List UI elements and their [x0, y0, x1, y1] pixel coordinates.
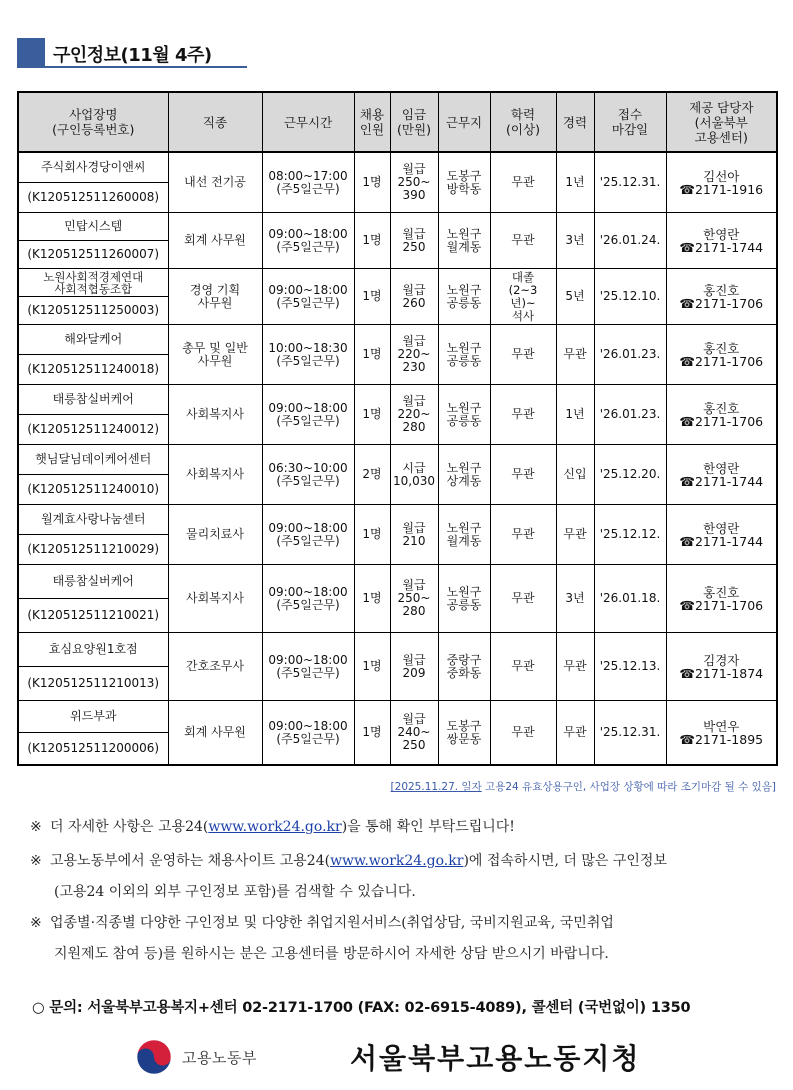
registration-number: (K120512511260008) [18, 183, 168, 213]
table-row [18, 152, 777, 183]
experience: 무관 [556, 325, 594, 385]
wage: 월급 260 [390, 269, 438, 325]
job-title: 간호조무사 [168, 633, 262, 701]
contact-name: 홍진호 [703, 282, 740, 298]
work-hours: 10:00~18:30 (주5일근무) [262, 325, 354, 385]
contact-name: 김선아 [703, 168, 740, 184]
contact-phone: ☎2171-1706 [679, 413, 764, 429]
deadline: '25.12.12. [594, 505, 666, 565]
work-hours: 09:00~18:00 (주5일근무) [262, 505, 354, 565]
registration-number: (K120512511260007) [18, 241, 168, 269]
education: 무관 [490, 633, 556, 701]
job-title: 회계 사무원 [168, 701, 262, 766]
contact [666, 701, 777, 766]
education: 무관 [490, 505, 556, 565]
table-note-text: 고용24 유효상용구인, 사업장 상황에 따라 조기마감 될 수 있음] [481, 781, 776, 793]
experience: 무관 [556, 633, 594, 701]
table-row [18, 445, 777, 475]
experience: 3년 [556, 213, 594, 269]
work-hours: 08:00~17:00 (주5일근무) [262, 152, 354, 213]
hire-count: 1명 [354, 325, 390, 385]
registration-number: (K120512511240010) [18, 475, 168, 505]
work-location: 도봉구 쌍문동 [438, 701, 490, 766]
work-hours: 09:00~18:00 (주5일근무) [262, 701, 354, 766]
header-experience: 경력 [556, 92, 594, 152]
work-location: 노원구 공릉동 [438, 385, 490, 445]
company-name: 월계효사랑나눔센터 [18, 505, 168, 535]
hire-count: 1명 [354, 269, 390, 325]
taegeuk-logo-icon [136, 1039, 172, 1075]
work-location: 노원구 공릉동 [438, 325, 490, 385]
registration-number: (K120512511210029) [18, 535, 168, 565]
work-hours: 09:00~18:00 (주5일근무) [262, 385, 354, 445]
notice-1: ※ 더 자세한 사항은 고용24(www.work24.go.kr)을 통해 확인 부탁드립니다! [30, 819, 515, 835]
education: 무관 [490, 385, 556, 445]
work24-link[interactable]: www.work24.go.kr [208, 819, 342, 835]
experience: 3년 [556, 565, 594, 633]
contact-name: 한영란 [703, 226, 740, 242]
deadline: '26.01.24. [594, 213, 666, 269]
ministry-logo [136, 1036, 286, 1076]
education: 무관 [490, 152, 556, 213]
job-title: 내선 전기공 [168, 152, 262, 213]
deadline: '25.12.13. [594, 633, 666, 701]
contact-name: 김경자 [703, 652, 740, 668]
office-name: 서울북부고용노동지청 [350, 1042, 641, 1075]
header-wage: 임금 (만원) [390, 92, 438, 152]
experience: 무관 [556, 701, 594, 766]
contact-name: 홍진호 [703, 584, 740, 600]
contact [666, 325, 777, 385]
work-hours: 09:00~18:00 (주5일근무) [262, 213, 354, 269]
header-deadline: 접수 마감일 [594, 92, 666, 152]
wage: 월급 220~ 280 [390, 385, 438, 445]
work-hours: 09:00~18:00 (주5일근무) [262, 565, 354, 633]
experience: 5년 [556, 269, 594, 325]
work24-link[interactable]: www.work24.go.kr [330, 853, 464, 869]
registration-number: (K120512511210013) [18, 667, 168, 701]
contact [666, 445, 777, 505]
header-location: 근무지 [438, 92, 490, 152]
experience: 무관 [556, 505, 594, 565]
contact [666, 565, 777, 633]
job-title: 사회복지사 [168, 565, 262, 633]
education: 무관 [490, 445, 556, 505]
contact-name: 한영란 [703, 520, 740, 536]
title-marker [17, 38, 45, 66]
contact-phone: ☎2171-1744 [679, 239, 764, 255]
table-row [18, 701, 777, 733]
contact [666, 213, 777, 269]
work-hours: 09:00~18:00 (주5일근무) [262, 633, 354, 701]
experience: 1년 [556, 152, 594, 213]
education: 무관 [490, 565, 556, 633]
header-contact: 제공 담당자 (서울북부 고용센터) [666, 92, 777, 152]
company-name: 태릉참실버케어 [18, 385, 168, 415]
contact [666, 152, 777, 213]
contact [666, 385, 777, 445]
contact-phone: ☎2171-1706 [679, 295, 764, 311]
header-education: 학력 (이상) [490, 92, 556, 152]
hire-count: 2명 [354, 445, 390, 505]
hire-count: 1명 [354, 385, 390, 445]
job-table [17, 91, 778, 766]
table-row [18, 505, 777, 535]
header-count: 채용 인원 [354, 92, 390, 152]
wage: 월급 209 [390, 633, 438, 701]
notice-3: ※ 업종별·직종별 다양한 구인정보 및 다양한 취업지원서비스(취업상담, 국비지원교육, 국민취업 지원제도 참여 등)를 원하시는 분은 고용센터를 방문하시어 자세한 상담 받으시기 바랍니다. [30, 915, 614, 962]
deadline: '25.12.31. [594, 152, 666, 213]
contact-phone: ☎2171-1895 [679, 731, 764, 747]
wage: 월급 250~ 280 [390, 565, 438, 633]
job-title: 회계 사무원 [168, 213, 262, 269]
work-location: 중랑구 중화동 [438, 633, 490, 701]
deadline: '25.12.20. [594, 445, 666, 505]
experience: 1년 [556, 385, 594, 445]
company-name: 햇님달님데이케어센터 [18, 445, 168, 475]
ministry-logo-text: 고용노동부 [182, 1049, 257, 1067]
hire-count: 1명 [354, 152, 390, 213]
hire-count: 1명 [354, 505, 390, 565]
job-title: 사회복지사 [168, 385, 262, 445]
deadline: '25.12.31. [594, 701, 666, 766]
company-name: 효심요양원1호점 [18, 633, 168, 667]
registration-number: (K120512511240018) [18, 355, 168, 385]
registration-number: (K120512511200006) [18, 733, 168, 766]
job-title: 물리치료사 [168, 505, 262, 565]
wage: 월급 210 [390, 505, 438, 565]
table-note [391, 779, 776, 794]
contact-name: 홍진호 [703, 400, 740, 416]
education: 무관 [490, 213, 556, 269]
contact-phone: ☎2171-1916 [679, 181, 764, 197]
contact-name: 한영란 [703, 460, 740, 476]
contact-name: 박연우 [703, 718, 740, 734]
company-name: 위드부과 [18, 701, 168, 733]
registration-number: (K120512511240012) [18, 415, 168, 445]
education: 대졸 (2~3 년)~ 석사 [490, 269, 556, 325]
experience: 신입 [556, 445, 594, 505]
page-title: 구인정보(11월 4주) [53, 45, 212, 66]
notice-2: ※ 고용노동부에서 운영하는 채용사이트 고용24(www.work24.go.kr)에 접속하시면, 더 많은 구인정보 (고용24 이외의 외부 구인정보 포함)를 검색할 수 있습니다. [30, 853, 667, 900]
wage: 월급 220~ 230 [390, 325, 438, 385]
table-row [18, 385, 777, 415]
contact-phone: ☎2171-1706 [679, 597, 764, 613]
deadline: '25.12.10. [594, 269, 666, 325]
hire-count: 1명 [354, 213, 390, 269]
company-name: 태릉참실버케어 [18, 565, 168, 599]
work-location: 노원구 월계동 [438, 213, 490, 269]
page-title-box [17, 38, 247, 68]
contact-phone: ☎2171-1744 [679, 473, 764, 489]
wage: 월급 240~ 250 [390, 701, 438, 766]
contact-name: 홍진호 [703, 340, 740, 356]
inquiry-line: ○ 문의: 서울북부고용복지+센터 02-2171-1700 (FAX: 02-6915-4089), 콜센터 (국번없이) 1350 [32, 1000, 691, 1016]
job-table-body [18, 152, 777, 765]
company-name: 노원사회적경제연대 사회적협동조합 [18, 269, 168, 297]
job-title: 사회복지사 [168, 445, 262, 505]
deadline: '26.01.18. [594, 565, 666, 633]
contact-phone: ☎2171-1706 [679, 353, 764, 369]
hire-count: 1명 [354, 565, 390, 633]
table-row [18, 633, 777, 667]
contact-phone: ☎2171-1744 [679, 533, 764, 549]
company-name: 민탑시스템 [18, 213, 168, 241]
work-location: 노원구 상계동 [438, 445, 490, 505]
contact [666, 505, 777, 565]
contact [666, 269, 777, 325]
deadline: '26.01.23. [594, 385, 666, 445]
registration-number: (K120512511250003) [18, 297, 168, 325]
company-name: 주식회사경당이앤씨 [18, 152, 168, 183]
contact [666, 633, 777, 701]
job-title: 총무 및 일반 사무원 [168, 325, 262, 385]
table-row [18, 269, 777, 297]
work-hours: 06:30~10:00 (주5일근무) [262, 445, 354, 505]
table-row [18, 565, 777, 599]
education: 무관 [490, 701, 556, 766]
work-hours: 09:00~18:00 (주5일근무) [262, 269, 354, 325]
table-row [18, 325, 777, 355]
wage: 월급 250 [390, 213, 438, 269]
company-name: 해와달케어 [18, 325, 168, 355]
header-job: 직종 [168, 92, 262, 152]
table-row [18, 213, 777, 241]
education: 무관 [490, 325, 556, 385]
job-title: 경영 기획 사무원 [168, 269, 262, 325]
work-location: 도봉구 방학동 [438, 152, 490, 213]
wage: 시급 10,030 [390, 445, 438, 505]
table-header-row [18, 92, 777, 152]
contact-phone: ☎2171-1874 [679, 665, 764, 681]
header-company: 사업장명 (구인등록번호) [18, 92, 168, 152]
work-location: 노원구 공릉동 [438, 565, 490, 633]
title-underline [17, 66, 247, 68]
hire-count: 1명 [354, 701, 390, 766]
registration-number: (K120512511210021) [18, 599, 168, 633]
hire-count: 1명 [354, 633, 390, 701]
table-note-date: [2025.11.27. 일자 [390, 781, 482, 793]
work-location: 노원구 공릉동 [438, 269, 490, 325]
header-hours: 근무시간 [262, 92, 354, 152]
wage: 월급 250~ 390 [390, 152, 438, 213]
work-location: 노원구 월계동 [438, 505, 490, 565]
deadline: '26.01.23. [594, 325, 666, 385]
